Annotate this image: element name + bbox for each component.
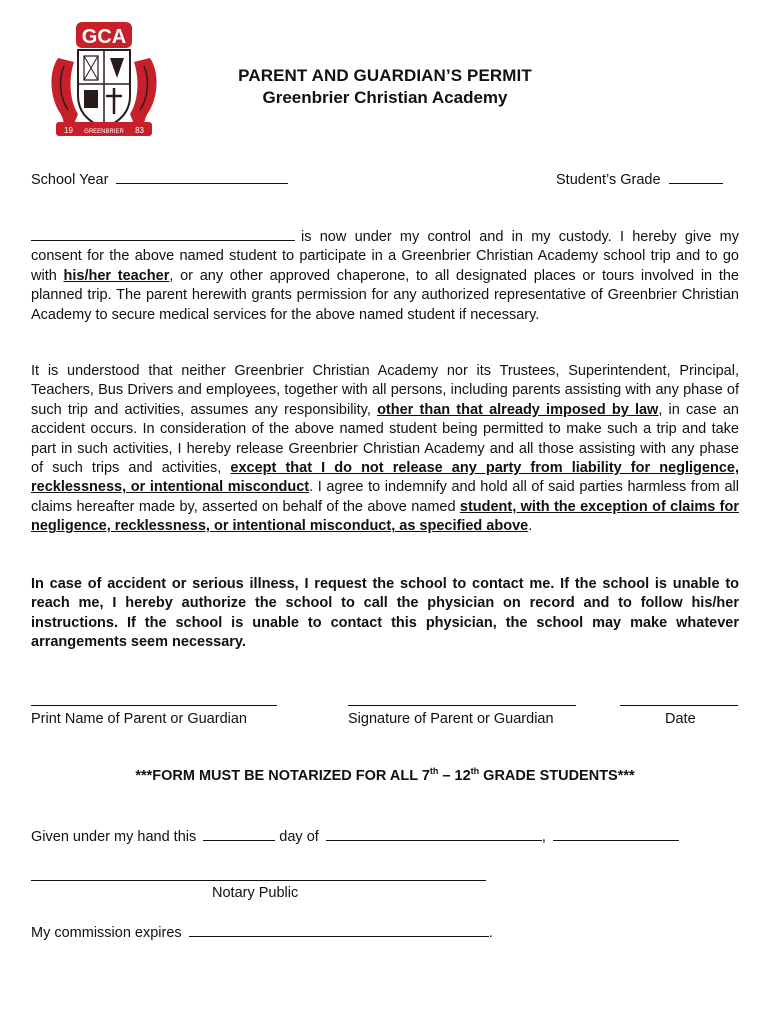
given-comma: , <box>541 829 546 845</box>
school-year-label: School Year <box>31 172 109 188</box>
date-line[interactable] <box>620 705 738 706</box>
commission-row <box>31 923 493 941</box>
notice-text-1: ***FORM MUST BE NOTARIZED FOR ALL 7 <box>135 768 430 784</box>
liability-text-claims: student, with the exception of claims for negligence, recklessness, or intentional misconduct, as specified above <box>31 498 739 535</box>
liability-text-2: , in case an accident occurs. In consideration of the above named student being permitted to make such a trip and take part in such activities, I hereby release Greenbrier Christian Academy and all those assisting with any phase of such trips and activities, <box>31 401 739 477</box>
commission-period: . <box>488 925 493 941</box>
school-name: Greenbrier Christian Academy <box>262 88 508 107</box>
liability-text-3: . I agree to indemnify and hold all of said parties harmless from all claims hereafter made by, asserted on behalf of the above named <box>31 479 739 515</box>
student-grade-field[interactable] <box>669 170 723 184</box>
student-grade-label: Student’s Grade <box>556 172 661 188</box>
signature-label: Signature of Parent or Guardian <box>348 711 554 727</box>
print-name-label: Print Name of Parent or Guardian <box>31 711 247 727</box>
signature-line[interactable] <box>348 705 576 706</box>
consent-text-2: , or any other approved chaperone, to all designated places or tours involved in the planned trip. The parent herewith grants permission for any authorized representative of Greenbrier Christian Academy to secure medical services for the above named student if necessary. <box>31 267 739 323</box>
consent-text-teacher: his/her teacher <box>63 267 170 284</box>
liability-text-4: . <box>528 518 533 535</box>
liability-text-law: other than that already imposed by law <box>377 401 659 418</box>
date-label: Date <box>665 711 696 727</box>
emergency-paragraph: In case of accident or serious illness, I request the school to contact me. If the school is unable to reach me, I hereby authorize the school to call the physician on record and to follow his/her instructions. If the school is unable to contact this physician, the school may make whatever arrangements seem necessary. <box>31 576 739 651</box>
student-grade-row <box>556 170 723 188</box>
logo-banner-text: GREENBRIER <box>84 129 124 135</box>
school-year-field[interactable] <box>116 170 288 184</box>
liability-paragraph <box>31 362 739 537</box>
print-name-line[interactable] <box>31 705 277 706</box>
liability-text-1: It is understood that neither Greenbrier Christian Academy nor its Trustees, Superintendent, Principal, Teachers, Bus Drivers and employees, together with all persons, including parents assisting with any phase of such trip and activities, assumes any responsibility, <box>31 363 739 418</box>
form-title: PARENT AND GUARDIAN’S PERMIT <box>238 66 532 85</box>
logo-year-right: 83 <box>135 126 144 135</box>
notary-public-label: Notary Public <box>212 885 299 901</box>
notice-text-3: GRADE STUDENTS*** <box>479 768 635 784</box>
notice-sup-2: th <box>470 766 480 777</box>
school-year-row <box>31 170 288 188</box>
liability-text-exception: except that I do not release any party from liability for negligence, recklessness, or intentional misconduct <box>31 460 739 496</box>
notice-text-2: – 12 <box>438 768 471 784</box>
notary-requirement-notice <box>0 768 770 784</box>
consent-paragraph <box>31 227 739 325</box>
day-of-label: day of <box>279 829 319 845</box>
given-day-field[interactable] <box>203 827 275 841</box>
notice-sup-1: th <box>429 766 439 777</box>
commission-expires-field[interactable] <box>189 923 489 937</box>
logo-text: GCA <box>81 26 127 48</box>
given-year-field[interactable] <box>553 827 679 841</box>
consent-text-1: is now under my control and in my custody. I hereby give my consent for the above named student to participate in a Greenbrier Christian Academy school trip and to go with <box>31 229 739 284</box>
notary-signature-line[interactable] <box>31 880 486 881</box>
student-name-field[interactable] <box>31 227 295 241</box>
notary-given-row <box>31 827 679 845</box>
given-label: Given under my hand this <box>31 829 197 845</box>
logo-year-left: 19 <box>64 126 73 135</box>
given-month-field[interactable] <box>326 827 542 841</box>
commission-label: My commission expires <box>31 925 182 941</box>
